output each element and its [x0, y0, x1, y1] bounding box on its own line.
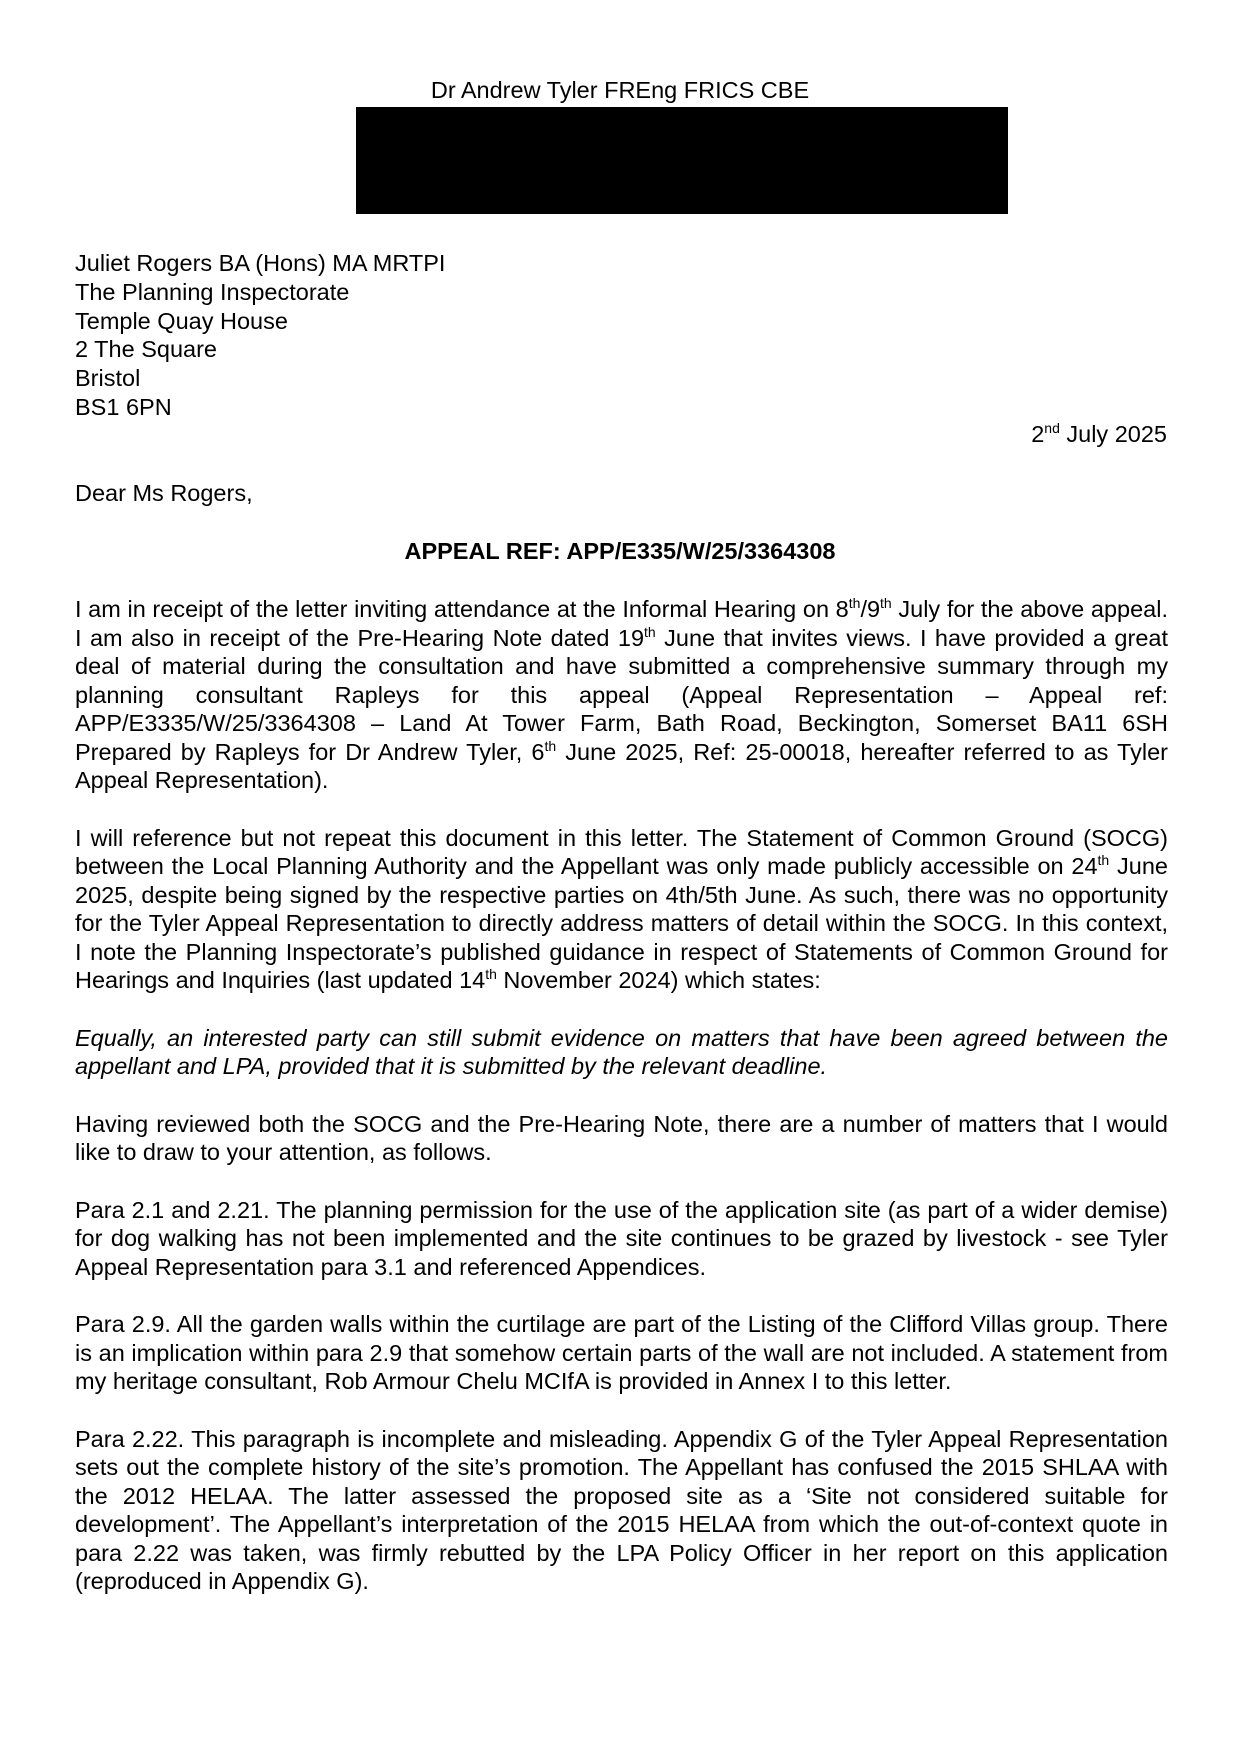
recipient-organisation: The Planning Inspectorate [75, 278, 350, 305]
letter-body [75, 595, 1168, 1625]
recipient-address [75, 249, 445, 422]
superscript: th [880, 595, 892, 611]
paragraph-para-2-1: Para 2.1 and 2.21. The planning permission for the use of the application site (as part of a wider demise) for dog walking has not been implemented and the site continues to be grazed by livestock - see Tyler Appeal Representation para 3.1 and referenced Appendices. [75, 1196, 1168, 1280]
text-run: I will reference but not repeat this document in this letter. The Statement of Common Ground (SOCG) between the Local Planning Authority and the Appellant was only made publicly accessible on 24 [75, 824, 1168, 879]
recipient-name: Juliet Rogers BA (Hons) MA MRTPI [75, 250, 446, 276]
superscript: th [485, 966, 497, 982]
letter-date [1031, 420, 1167, 449]
recipient-postcode: BS1 6PN [75, 393, 172, 420]
date-month-year: July 2025 [1059, 421, 1167, 447]
date-day: 2 [1031, 421, 1045, 447]
superscript: th [544, 737, 557, 754]
guidance-quote: Equally, an interested party can still submit evidence on matters that have been agreed between the appellant and LPA, provided that it is submitted by the relevant deadline. [75, 1024, 1168, 1079]
text-run: I am in receipt of the letter inviting attendance at the Informal Hearing on 8 [75, 596, 849, 622]
recipient-city: Bristol [75, 365, 141, 392]
paragraph-receipt [75, 595, 1168, 795]
date-suffix: nd [1044, 420, 1060, 436]
text-run: June 2025, despite being signed by the respective parties on 4th/5th June. As such, there was no opportunity for the Tyler Appeal Representation to directly address matters of detail within the SOCG. In this context, I note the Planning Inspectorate’s published guidance in respect of Statements of Common Ground for Hearings and Inquiries (last updated 14 [75, 853, 1168, 993]
text-run: /9 [860, 596, 881, 622]
paragraph-para-2-22: Para 2.22. This paragraph is incomplete and misleading. Appendix G of the Tyler Appeal Representation sets out the complete history of the site’s promotion. The Appellant has confused the 2015 SHLAA with the 2012 HELAA. The latter assessed the proposed site as a ‘Site not considered suitable for development’. The Appellant’s interpretation of the 2015 HELAA from which the out-of-context quote in para 2.22 was taken, was firmly rebutted by the LPA Policy Officer in her report on this application (reproduced in Appendix G). [75, 1425, 1168, 1594]
recipient-building: Temple Quay House [75, 307, 288, 334]
text-run: July for the above appeal. I am also in receipt of the Pre-Hearing Note dated 19 [75, 596, 1169, 651]
superscript: th [848, 595, 861, 611]
recipient-street: 2 The Square [75, 336, 217, 363]
paragraph-para-2-9: Para 2.9. All the garden walls within the curtilage are part of the Listing of the Clifford Villas group. There is an implication within para 2.9 that somehow certain parts of the wall are not included. A statement from my heritage consultant, Rob Armour Chelu MCIfA is provided in Annex I to this letter. [75, 1311, 1168, 1394]
text-run: June 2025, Ref: 25-00018, hereafter referred to as Tyler Appeal Representation). [75, 738, 1168, 793]
redacted-address-block [356, 107, 1008, 214]
salutation: Dear Ms Rogers, [75, 480, 253, 506]
text-run: November 2024) which states: [496, 967, 821, 993]
paragraph-socg [75, 824, 1168, 995]
paragraph-review: Having reviewed both the SOCG and the Pre-Hearing Note, there are a number of matters that I would like to draw to your attention, as follows. [75, 1110, 1168, 1165]
superscript: th [1097, 852, 1110, 868]
appeal-reference-heading: APPEAL REF: APP/E335/W/25/3364308 [404, 538, 836, 564]
text-run: June that invites views. I have provided a great deal of material during the consultation and have submitted a comprehensive summary through my planning consultant Rapleys for this appeal (Appeal Representation – Appeal ref: APP/E3335/W/25/3364308 – Land At Tower Farm, Bath Road, Beckington, Somerset BA11 6SH Prepared by Rapleys for Dr Andrew Tyler, 6 [75, 624, 1168, 765]
sender-name: Dr Andrew Tyler FREng FRICS CBE [430, 77, 810, 103]
superscript: th [644, 623, 656, 640]
